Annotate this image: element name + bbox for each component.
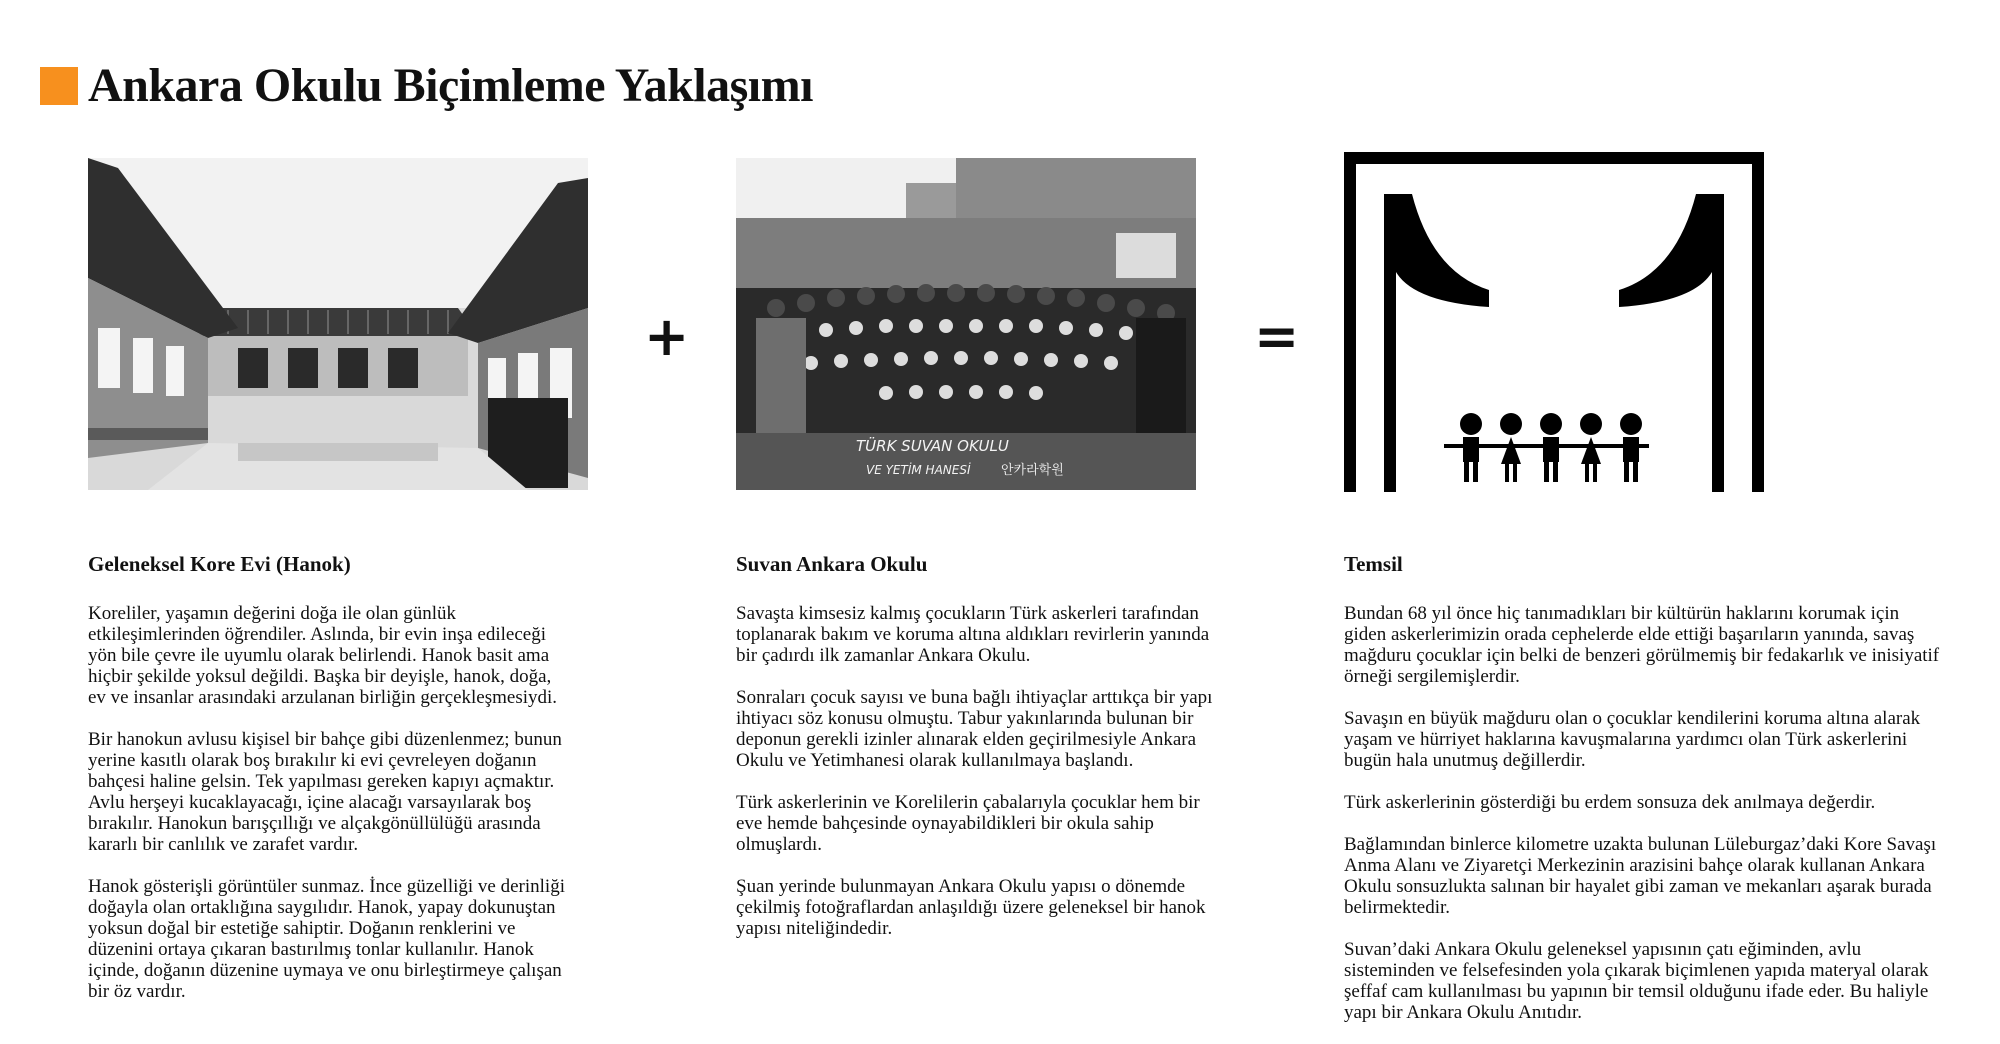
gate-with-children-symbol: [1344, 152, 1764, 492]
column-temsil: [1344, 552, 1944, 1044]
paragraph: Şuan yerinde bulunmayan Ankara Okulu yapısı o dönemde çekilmiş fotoğraflardan anlaşıldığı üzere geleneksel bir hanok yapısı niteliğindedir.: [736, 876, 1206, 939]
paragraph: Bir hanokun avlusu kişisel bir bahçe gibi düzenlenmez; bunun yerine kasıtlı olarak boş bırakılır ki evi çevreleyen doğanın bahçesi haline gelsin. Tek yapılması gereken kapıyı açmaktır. Avlu herşeyi kucaklayacağı, içine alacağı varsayılarak boş bırakılır. Hanokun barışçıllığı ve alçakgönüllülüğü arasında kararlı bir canlılık ve zarafet vardır.: [88, 729, 562, 855]
paragraph: Hanok gösterişli görüntüler sunmaz. İnce güzelliği ve derinliği doğayla olan ortaklığına saygılıdır. Hanok, yapay dokunuştan yoksun doğal bir estetiğe sahiptir. Doğanın renklerini ve düzenini ortaya çıkaran bastırılmış tonlar kullanılır. Hanok içinde, doğanın düzenine uymaya ve onu birleştirmeye çalışan bir öz vardır.: [88, 876, 565, 1002]
photo-caption-left-2: VE YETİM HANESİ: [866, 463, 971, 477]
paragraph: Türk askerlerinin gösterdiği bu erdem sonsuza dek anılmaya değerdir.: [1344, 792, 1876, 813]
paragraph: Savaşta kimsesiz kalmış çocukların Türk askerleri tarafından toplanarak bakım ve koruma altına aldıkları revirlerin yanında bir çadırdı ilk zamanlar Ankara Okulu.: [736, 603, 1210, 666]
photo-caption-right: 안카라학원: [1001, 463, 1064, 478]
page-header: [40, 58, 813, 113]
paragraph: Türk askerlerinin ve Korelilerin çabalarıyla çocuklar hem bir eve hemde bahçesinde oynayabildikleri bir okula sahip olmuşlardı.: [736, 792, 1200, 855]
title-accent-square: [40, 67, 78, 105]
column-hanok: [88, 552, 568, 1023]
hanok-courtyard-photo: [88, 158, 588, 490]
column-heading: Geleneksel Kore Evi (Hanok): [88, 552, 351, 576]
school-group-photo: [736, 158, 1196, 490]
page-title: Ankara Okulu Biçimleme Yaklaşımı: [88, 59, 813, 112]
column-heading: Suvan Ankara Okulu: [736, 552, 928, 576]
column-heading: Temsil: [1344, 552, 1403, 576]
paragraph: Suvan’daki Ankara Okulu geleneksel yapısının çatı eğiminden, avlu sisteminden ve felsefesinden yola çıkarak biçimlenen yapıda materyal olarak şeffaf cam kullanılması bu yapının bir temsil olduğunu ifade eder. Bu haliyle yapı bir Ankara Okulu Anıtıdır.: [1344, 939, 1929, 1023]
paragraph: Bağlamından binlerce kilometre uzakta bulunan Lüleburgaz’daki Kore Savaşı Anma Alanı ve Ziyaretçi Merkezinin arazisini bahçe olarak kullanan Ankara Okulu sonsuzlukta salınan bir hayalet gibi zaman ve mekanları aşarak burada belirmektedir.: [1344, 834, 1937, 918]
photo-caption-left: TÜRK SUVAN OKULU: [856, 437, 1009, 455]
paragraph: Bundan 68 yıl önce hiç tanımadıkları bir kültürün haklarını korumak için giden askerlerimizin orada cephelerde elde ettiği başarıların yanında, savaş mağduru çocuklar için belki de benzeri görülmemiş bir fedakarlık ve inisiyatif örneği sergilemişlerdir.: [1344, 603, 1940, 687]
paragraph: Koreliler, yaşamın değerini doğa ile olan günlük etkileşimlerinden öğrendiler. Aslında, bir evin inşa edileceği yön bile çevre ile uyumlu olarak belirlendi. Hanok basit ama hiçbir şekilde yoksul değildi. Başka bir deyişle, hanok, doğa, ev ve insanlar arasındaki arzulanan birliğin gerçekleşmesiydi.: [88, 603, 558, 708]
paragraph: Sonraları çocuk sayısı ve buna bağlı ihtiyaçlar arttıkça bir yapı ihtiyacı söz konusu olmuştu. Tabur yakınlarında bulunan bir deponun gerekli izinler alınarak elden geçirilmesiyle Ankara Okulu ve Yetimhanesi olarak kullanılmaya başlandı.: [736, 687, 1213, 771]
equals-operator: =: [1254, 305, 1300, 368]
paragraph: Savaşın en büyük mağduru olan o çocuklar kendilerini koruma altına alarak yaşam ve hürriyet haklarına kavuşmalarına yardımcı olan Türk askerlerini bugün hala unutmuş değillerdir.: [1344, 708, 1921, 771]
column-suvan-ankara-okulu: [736, 552, 1216, 960]
plus-operator: +: [644, 305, 690, 368]
